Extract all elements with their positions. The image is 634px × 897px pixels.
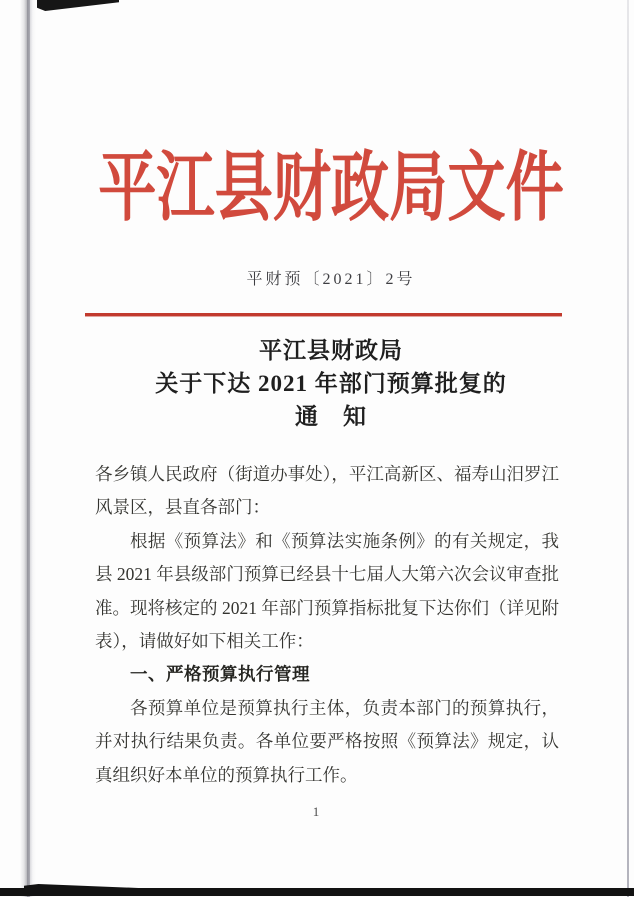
page-fold-line (27, 0, 30, 897)
paragraph-basis: 根据《预算法》和《预算法实施条例》的有关规定，我县 2021 年县级部门预算已经县十七届人大第六次会议审查批准。现将核定的 2021 年部门预算指标批复下达你们（详见附表），请做好如下相关工作： (95, 530, 559, 652)
agency-banner: 平江县财政局文件 (98, 146, 564, 231)
page-number: 1 (312, 804, 320, 819)
paragraph-execution: 各预算单位是预算执行主体，负责本部门的预算执行，并对执行结果负责。各单位要严格按照《预算法》规定，认真组织好本单位的预算执行工作。 (95, 697, 559, 785)
section-heading-1: 一、严格预算执行管理 (130, 664, 310, 685)
title-line-2: 关于下达 2021 年部门预算批复的 (155, 371, 507, 396)
red-separator-line (85, 313, 562, 316)
title-line-1: 平江县财政局 (259, 338, 403, 363)
document-number: 平财预〔2021〕2号 (246, 271, 416, 288)
body-text (95, 458, 559, 792)
document-title (34, 334, 628, 433)
title-line-3: 通 知 (295, 404, 367, 429)
salutation: 各乡镇人民政府（街道办事处），平江高新区、福寿山汨罗江风景区，县直各部门： (95, 464, 559, 518)
document-content (34, 0, 628, 897)
